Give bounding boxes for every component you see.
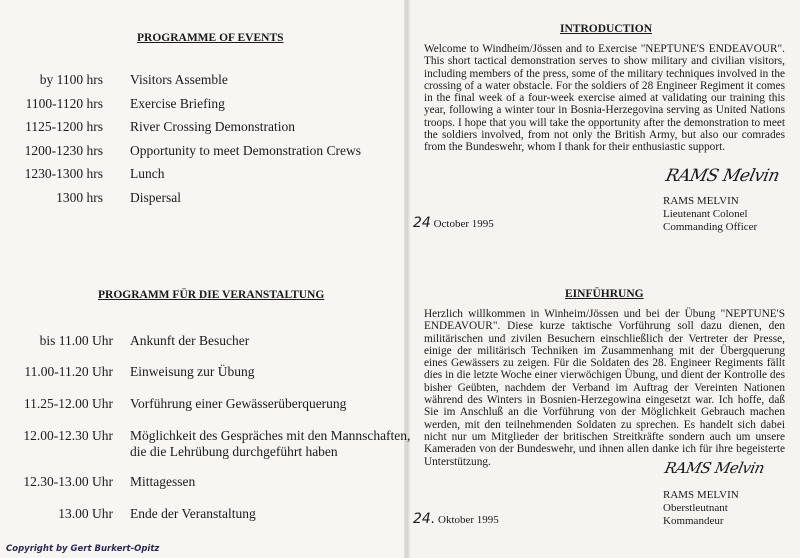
signatory-rank: Lieutenant Colonel — [663, 208, 748, 220]
date-en — [413, 215, 494, 231]
row-event: Lunch — [130, 166, 165, 181]
intro-de-title: EINFÜHRUNG — [565, 288, 644, 300]
date-day-handwritten: 24. — [413, 511, 436, 527]
signatory-role: Kommandeur — [663, 515, 724, 527]
signature-en: RAMS Melvin — [663, 166, 782, 186]
signature-de: RAMS Melvin — [663, 459, 766, 477]
row-event: Einweisung zur Übung — [130, 364, 255, 379]
row-event: Ankunft der Besucher — [130, 333, 250, 348]
row-event: Vorführung einer Gewässerüberquerung — [130, 396, 347, 411]
signatory-name: RAMS MELVIN — [663, 195, 739, 207]
row-time: 1230-1300 hrs — [24, 166, 103, 181]
signatory-name: RAMS MELVIN — [663, 489, 739, 501]
row-time: 11.25-12.00 Uhr — [23, 396, 113, 411]
page-fold — [404, 0, 410, 558]
date-de — [413, 511, 499, 527]
row-event: Möglichkeit des Gespräches mit den Mannschaften, — [130, 428, 411, 443]
row-event: Exercise Briefing — [130, 96, 225, 111]
row-time: by 1100 hrs — [39, 72, 103, 87]
copyright-notice: Copyright by Gert Burkert-Opitz — [6, 544, 160, 554]
row-event: Ende der Veranstaltung — [130, 506, 256, 521]
programme-en-title: PROGRAMME OF EVENTS — [137, 32, 284, 44]
date-day-handwritten: 24 — [413, 215, 431, 231]
row-event: Mittagessen — [130, 474, 196, 489]
date-rest: October 1995 — [433, 218, 494, 230]
intro-de-text: Herzlich willkommen in Winheim/Jössen und bei der Übung "NEPTUNE'S ENDEAVOUR". Diese kurze taktische Vorführung soll dazu dienen, den militärischen und zivilen Besuchern einschließlich der Vertreter der Presse, einige der militärisch Techniken im Zusammenhang mit der Übergquerung eines Gewässers zu zeigen. Für die Soldaten des 28. Engineer Regiments fällt dies in die letzte Woche einer vierwöchigen Übung, und dient der Kontrolle des bisher Geübten, nachdem der Verband im Auftrag der Vereinten Nationen während des Winters in Bosnien-Herzegowina eingesetzt war. Ich hoffe, daß Sie im Anschluß an die Vorführung von der Möglichkeit Gebrauch machen werden, mit den teilnehmenden Soldaten zu sprechen. Es handelt sich dabei nicht nur um Mitglieder der britischen Streitkräfte sondern auch um unsere Kameraden von der Bundeswehr, und ihnen allen danke ich für ihre begeisterte Unterstützung. — [424, 308, 785, 468]
row-time: 1125-1200 hrs — [25, 119, 103, 134]
row-event-continued: die die Lehrübung durchgeführt haben — [130, 444, 338, 459]
signatory-rank: Oberstleutnant — [663, 502, 728, 514]
signatory-de — [663, 489, 739, 528]
row-time: 11.00-11.20 Uhr — [24, 364, 113, 379]
row-event: Visitors Assemble — [130, 72, 228, 87]
row-time: 1300 hrs — [56, 190, 103, 205]
row-time: 13.00 Uhr — [58, 506, 113, 521]
row-event: Opportunity to meet Demonstration Crews — [130, 143, 361, 158]
row-time: 12.00-12.30 Uhr — [23, 428, 113, 443]
row-event: Dispersal — [130, 190, 181, 205]
intro-en-title: INTRODUCTION — [560, 23, 653, 35]
row-time: 1100-1120 hrs — [25, 96, 103, 111]
intro-en-text: Welcome to Windheim/Jössen and to Exercise "NEPTUNE'S ENDEAVOUR". This short tactical demonstration serves to show military and civilian visitors, including members of the press, some of the military techniques involved in the crossing of a water obstacle. For the soldiers of 28 Engineer Regiment it comes in the final week of a four-week exercise aimed at validating our training this year, following a winter tour in Bosnia-Herzegovina serving as United Nations troops. I hope that you will take the opportunity after the demonstration to meet the soldiers involved, from not only the British Army, but also our comrades from the Bundeswehr, whom I thank for their enthusiastic support. — [424, 43, 785, 154]
date-rest: Oktober 1995 — [438, 514, 499, 526]
signatory-en — [663, 195, 757, 234]
row-time: bis 11.00 Uhr — [39, 333, 113, 348]
signatory-role: Commanding Officer — [663, 221, 758, 233]
row-time: 12.30-13.00 Uhr — [23, 474, 113, 489]
row-event: River Crossing Demonstration — [130, 119, 295, 134]
programme-de-title: PROGRAMM FÜR DIE VERANSTALTUNG — [98, 289, 325, 301]
row-time: 1200-1230 hrs — [24, 143, 103, 158]
